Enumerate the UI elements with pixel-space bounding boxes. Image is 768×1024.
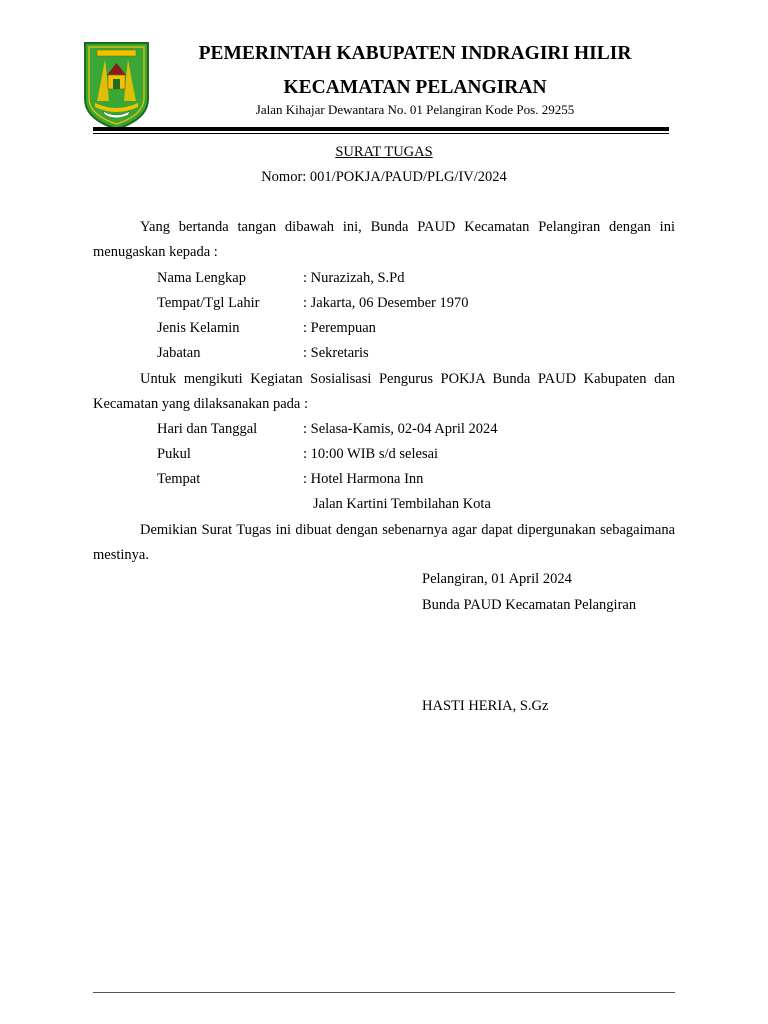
letterhead-divider-thick — [93, 127, 669, 131]
letter-number: Nomor: 001/POKJA/PAUD/PLG/IV/2024 — [261, 169, 507, 185]
detail-label-position: Jabatan — [157, 345, 201, 361]
detail-value-gender: : Perempuan — [303, 320, 376, 336]
detail-value-birth: : Jakarta, 06 Desember 1970 — [303, 295, 469, 311]
district-name: KECAMATAN PELANGIRAN — [283, 77, 547, 98]
event-value-place-address: Jalan Kartini Tembilahan Kota — [313, 496, 491, 512]
event-value-time: : 10:00 WIB s/d selesai — [303, 446, 439, 462]
event-label-place: Tempat — [157, 471, 201, 487]
government-name: PEMERINTAH KABUPATEN INDRAGIRI HILIR — [198, 43, 632, 64]
event-label-date: Hari dan Tanggal — [157, 421, 258, 437]
detail-label-name: Nama Lengkap — [157, 270, 246, 286]
signature-position: Bunda PAUD Kecamatan Pelangiran — [422, 597, 637, 613]
event-value-date: : Selasa-Kamis, 02-04 April 2024 — [303, 421, 498, 437]
office-address: Jalan Kihajar Dewantara No. 01 Pelangiran Kode Pos. 29255 — [255, 102, 575, 117]
signature-name: HASTI HERIA, S.Gz — [422, 698, 549, 714]
letterhead-divider-thin — [93, 133, 669, 134]
detail-value-name: : Nurazizah, S.Pd — [303, 270, 405, 286]
letter-title: SURAT TUGAS — [335, 144, 433, 160]
event-label-time: Pukul — [157, 446, 191, 462]
event-value-place: : Hotel Harmona Inn — [303, 471, 424, 487]
footer-divider — [93, 992, 675, 993]
detail-value-position: : Sekretaris — [303, 345, 369, 361]
detail-label-birth: Tempat/Tgl Lahir — [157, 295, 260, 311]
detail-label-gender: Jenis Kelamin — [157, 320, 240, 336]
purpose-paragraph: Untuk mengikuti Kegiatan Sosialisasi Pengurus POKJA Bunda PAUD Kabupaten dan Kecamatan yang dilaksanakan pada : — [93, 371, 675, 412]
intro-paragraph: Yang bertanda tangan dibawah ini, Bunda PAUD Kecamatan Pelangiran dengan ini menugaskan kepada : — [93, 219, 675, 260]
closing-paragraph: Demikian Surat Tugas ini dibuat dengan sebenarnya agar dapat dipergunakan sebagaimana mestinya. — [93, 522, 675, 563]
regency-emblem-logo — [83, 41, 150, 131]
signature-place-date: Pelangiran, 01 April 2024 — [422, 571, 572, 587]
